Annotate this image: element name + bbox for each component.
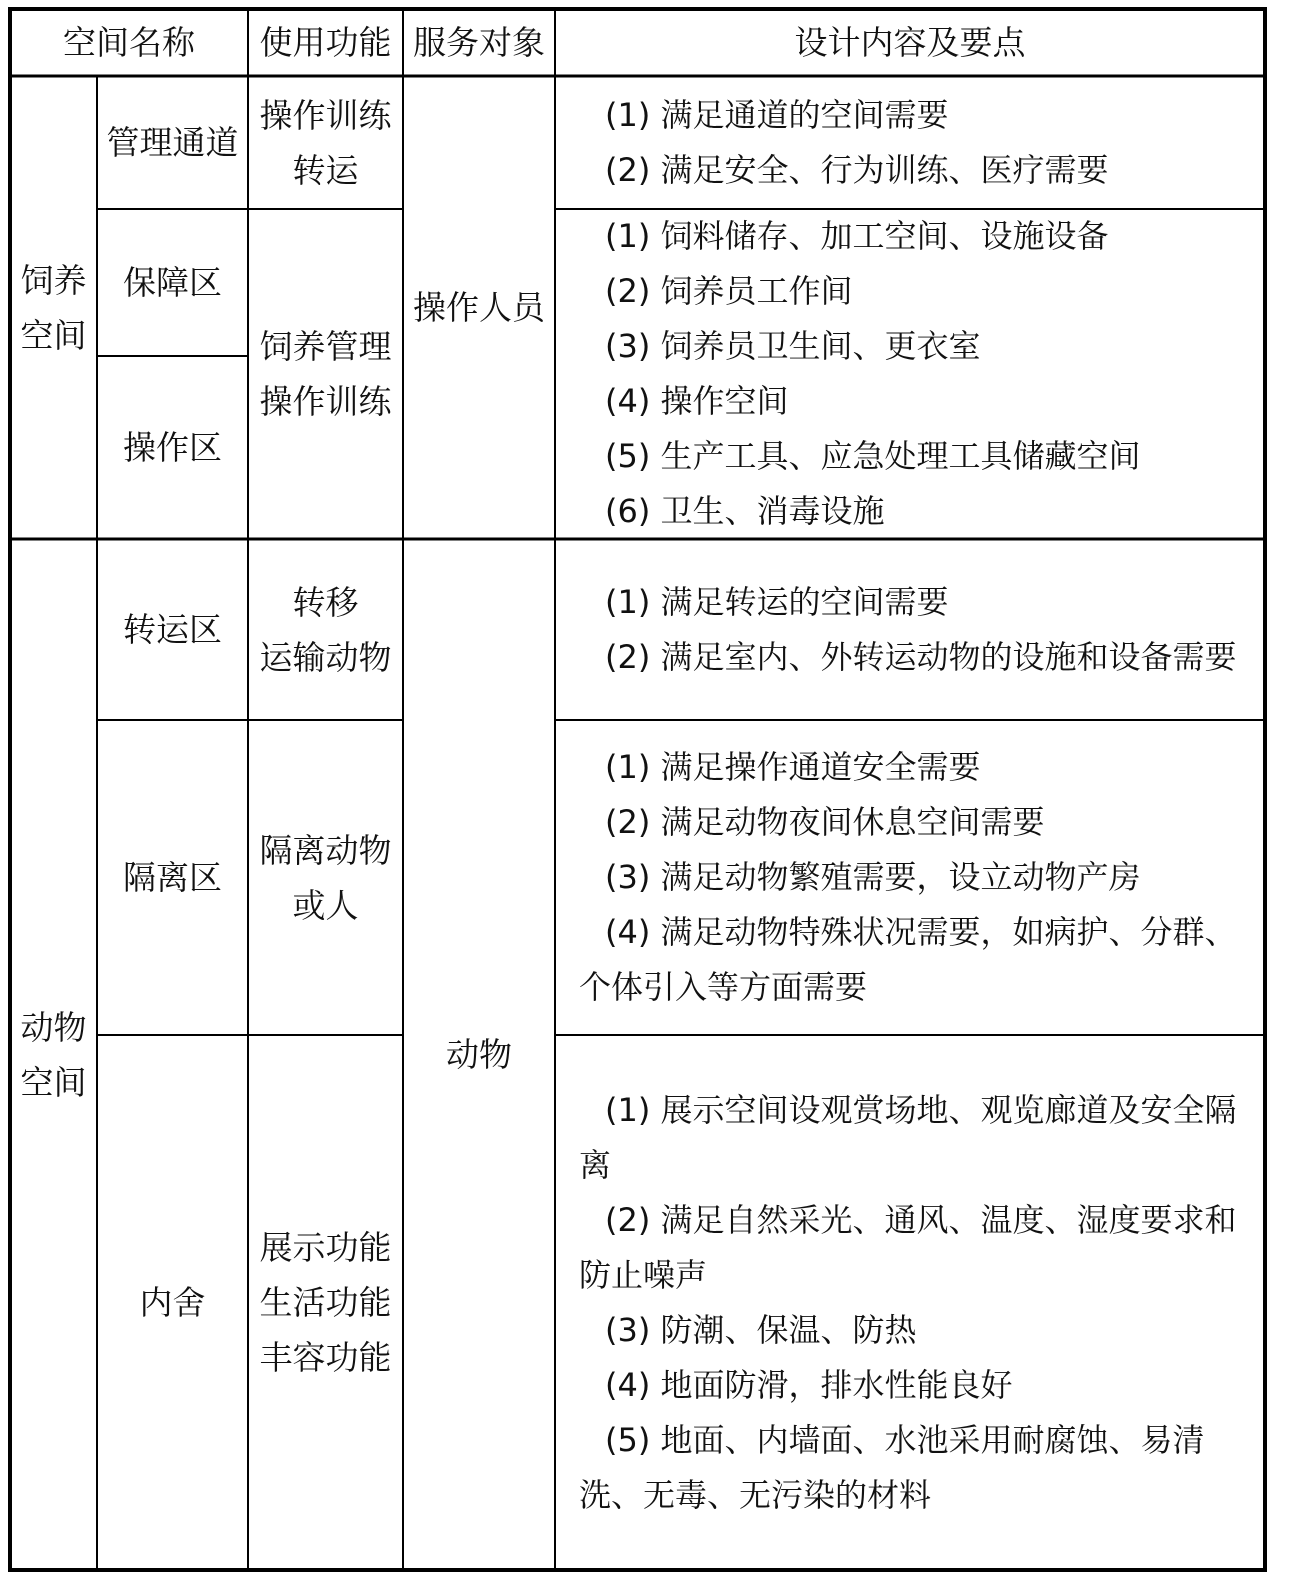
header-function: 使用功能: [259, 22, 392, 62]
design-support-operation: [555, 209, 1265, 539]
list-item: (2) 满足自然采光、通风、温度、湿度要求和防止噪声: [579, 1200, 1237, 1294]
list-item: (2) 满足室内、外转运动物的设施和设备需要: [605, 637, 1237, 676]
service-operators: 操作人员: [413, 287, 545, 327]
list-item: (3) 满足动物繁殖需要，设立动物产房: [605, 858, 1141, 896]
area-operation-zone: 操作区: [123, 427, 222, 467]
design-transfer-zone: [555, 539, 1265, 720]
list-item: (4) 满足动物特殊状况需要，如病护、分群、个体引入等方面需要: [579, 913, 1237, 1006]
list-item: (2) 满足安全、行为训练、医疗需要: [605, 150, 1109, 189]
list-item: (3) 饲养员卫生间、更衣室: [605, 327, 981, 365]
header-design: 设计内容及要点: [794, 22, 1026, 62]
design-management-passage: [555, 76, 1265, 209]
list-item: (2) 饲养员工作间: [605, 272, 853, 310]
list-item: (1) 满足转运的空间需要: [605, 582, 949, 621]
function-feeding-management: 饲养管理 操作训练: [259, 327, 392, 421]
list-item: (6) 卫生、消毒设施: [605, 492, 885, 530]
list-item: (5) 地面、内墙面、水池采用耐腐蚀、易清洗、无毒、无污染的材料: [579, 1420, 1205, 1514]
function-isolation: 隔离动物 或人: [259, 830, 392, 925]
area-support-zone: 保障区: [123, 262, 222, 302]
header-space-name: 空间名称: [63, 22, 195, 62]
service-animals: 动物: [446, 1034, 512, 1074]
list-item: (2) 满足动物夜间休息空间需要: [605, 803, 1045, 841]
design-isolation-zone: [555, 720, 1265, 1035]
area-indoor-house: 内舍: [139, 1282, 206, 1322]
list-item: (4) 操作空间: [605, 382, 789, 420]
section-name-feeding: 饲养 空间: [20, 260, 87, 355]
list-item: (1) 展示空间设观赏场地、观览廊道及安全隔离: [579, 1090, 1237, 1184]
function-transfer: 转移 运输动物: [259, 582, 392, 677]
area-transfer-zone: 转运区: [123, 609, 222, 649]
design-indoor-house: [555, 1035, 1265, 1570]
area-management-passage: 管理通道: [106, 122, 239, 162]
list-item: (4) 地面防滑，排水性能良好: [605, 1365, 1013, 1404]
section-name-animal: 动物 空间: [20, 1007, 87, 1102]
list-item: (1) 满足操作通道安全需要: [605, 748, 981, 786]
list-item: (1) 饲料储存、加工空间、设施设备: [605, 217, 1109, 255]
list-item: (5) 生产工具、应急处理工具储藏空间: [605, 437, 1141, 475]
function-indoor-house: 展示功能 生活功能 丰容功能: [259, 1228, 392, 1377]
list-item: (3) 防潮、保温、防热: [605, 1310, 917, 1349]
area-isolation-zone: 隔离区: [123, 857, 222, 897]
list-item: (1) 满足通道的空间需要: [605, 95, 949, 134]
function-management-passage: 操作训练 转运: [259, 95, 392, 190]
header-service: 服务对象: [413, 22, 545, 62]
